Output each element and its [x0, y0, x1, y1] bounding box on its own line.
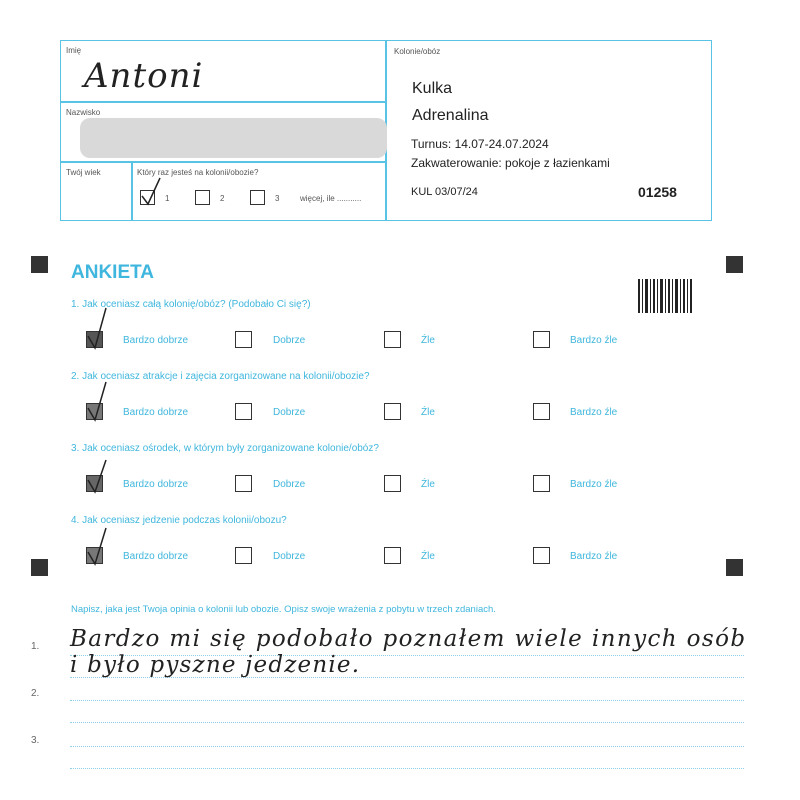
line-number-2: 2. — [31, 688, 40, 699]
alignment-marker-top-left — [31, 256, 48, 273]
q1-check-mark — [84, 306, 110, 352]
q3-option-very-bad-checkbox[interactable] — [533, 475, 550, 492]
q4-option-very-good: Bardzo dobrze — [123, 551, 189, 562]
answer-line[interactable] — [70, 700, 744, 701]
q4-option-good: Dobrze — [273, 551, 306, 562]
times-option-more: więcej, ile ........... — [300, 194, 362, 203]
answer-line[interactable] — [70, 768, 744, 769]
alignment-marker-bottom-left — [31, 559, 48, 576]
camp-subname: Adrenalina — [412, 107, 489, 124]
age-label: Twój wiek — [66, 168, 101, 177]
q1-option-very-bad-checkbox[interactable] — [533, 331, 550, 348]
surname-label: Nazwisko — [66, 108, 101, 117]
q3-option-very-bad: Bardzo źle — [570, 479, 618, 490]
q1-option-bad-checkbox[interactable] — [384, 331, 401, 348]
q4-option-good-checkbox[interactable] — [235, 547, 252, 564]
handwritten-answer-line-1: Bardzo mi się podobało poznałem wiele innych osób — [70, 626, 747, 652]
camp-label: Kolonie/obóz — [394, 47, 441, 56]
q1-option-good-checkbox[interactable] — [235, 331, 252, 348]
q4-option-bad: Źle — [421, 551, 435, 562]
q2-option-good-checkbox[interactable] — [235, 403, 252, 420]
q2-option-bad-checkbox[interactable] — [384, 403, 401, 420]
times-checkbox-3[interactable] — [250, 190, 265, 205]
q2-option-very-good: Bardzo dobrze — [123, 407, 189, 418]
q4-check-mark — [84, 526, 110, 568]
camp-code: KUL 03/07/24 — [411, 186, 478, 198]
header-divider-surname — [60, 161, 385, 163]
header-divider-age — [131, 161, 133, 221]
q2-option-very-bad-checkbox[interactable] — [533, 403, 550, 420]
q3-option-good-checkbox[interactable] — [235, 475, 252, 492]
answer-line[interactable] — [70, 722, 744, 723]
line-number-1: 1. — [31, 641, 40, 652]
question-4: 4. Jak oceniasz jedzenie podczas kolonii/obozu? — [71, 515, 287, 526]
q1-option-good: Dobrze — [273, 335, 306, 346]
q3-option-bad-checkbox[interactable] — [384, 475, 401, 492]
opinion-prompt: Napisz, jaka jest Twoja opinia o kolonii lub obozie. Opisz swoje wrażenia z pobytu w trzech zdaniach. — [71, 604, 496, 615]
handwritten-answer-line-2: i było pyszne jedzenie. — [70, 652, 361, 678]
alignment-marker-top-right — [726, 256, 743, 273]
question-1: 1. Jak oceniasz całą kolonię/obóz? (Podobało Ci się?) — [71, 299, 311, 310]
question-3: 3. Jak oceniasz ośrodek, w którym były zorganizowane kolonie/obóz? — [71, 443, 379, 454]
survey-title: ANKIETA — [71, 262, 155, 283]
q2-option-bad: Źle — [421, 407, 435, 418]
alignment-marker-bottom-right — [726, 559, 743, 576]
q1-option-very-good: Bardzo dobrze — [123, 335, 189, 346]
q4-option-bad-checkbox[interactable] — [384, 547, 401, 564]
surname-redacted — [80, 118, 387, 158]
q2-option-very-bad: Bardzo źle — [570, 407, 618, 418]
barcode-icon — [638, 279, 692, 313]
times-checkbox-2[interactable] — [195, 190, 210, 205]
times-option-2: 2 — [220, 194, 225, 203]
times-option-3: 3 — [275, 194, 280, 203]
line-number-3: 3. — [31, 735, 40, 746]
q1-option-bad: Źle — [421, 335, 435, 346]
q3-option-very-good: Bardzo dobrze — [123, 479, 189, 490]
q4-option-very-bad: Bardzo źle — [570, 551, 618, 562]
header-divider-name — [60, 101, 385, 103]
q2-option-good: Dobrze — [273, 407, 306, 418]
turnus-text: Turnus: 14.07-24.07.2024 — [411, 137, 549, 151]
form-number: 01258 — [638, 184, 677, 200]
q4-option-very-bad-checkbox[interactable] — [533, 547, 550, 564]
q1-option-very-bad: Bardzo źle — [570, 335, 618, 346]
accommodation-text: Zakwaterowanie: pokoje z łazienkami — [411, 156, 610, 170]
question-2: 2. Jak oceniasz atrakcje i zajęcia zorganizowane na kolonii/obozie? — [71, 371, 370, 382]
q3-option-bad: Źle — [421, 479, 435, 490]
answer-line[interactable] — [70, 746, 744, 747]
camp-name: Kulka — [412, 80, 453, 97]
q3-check-mark — [84, 458, 110, 496]
times-check-mark — [136, 174, 166, 208]
first-name-label: Imię — [66, 46, 82, 55]
first-name-value: Antoni — [84, 56, 204, 96]
q3-option-good: Dobrze — [273, 479, 306, 490]
times-option-1: 1 — [165, 194, 170, 203]
times-label: Który raz jesteś na kolonii/obozie? — [137, 168, 259, 177]
q2-check-mark — [84, 380, 110, 424]
